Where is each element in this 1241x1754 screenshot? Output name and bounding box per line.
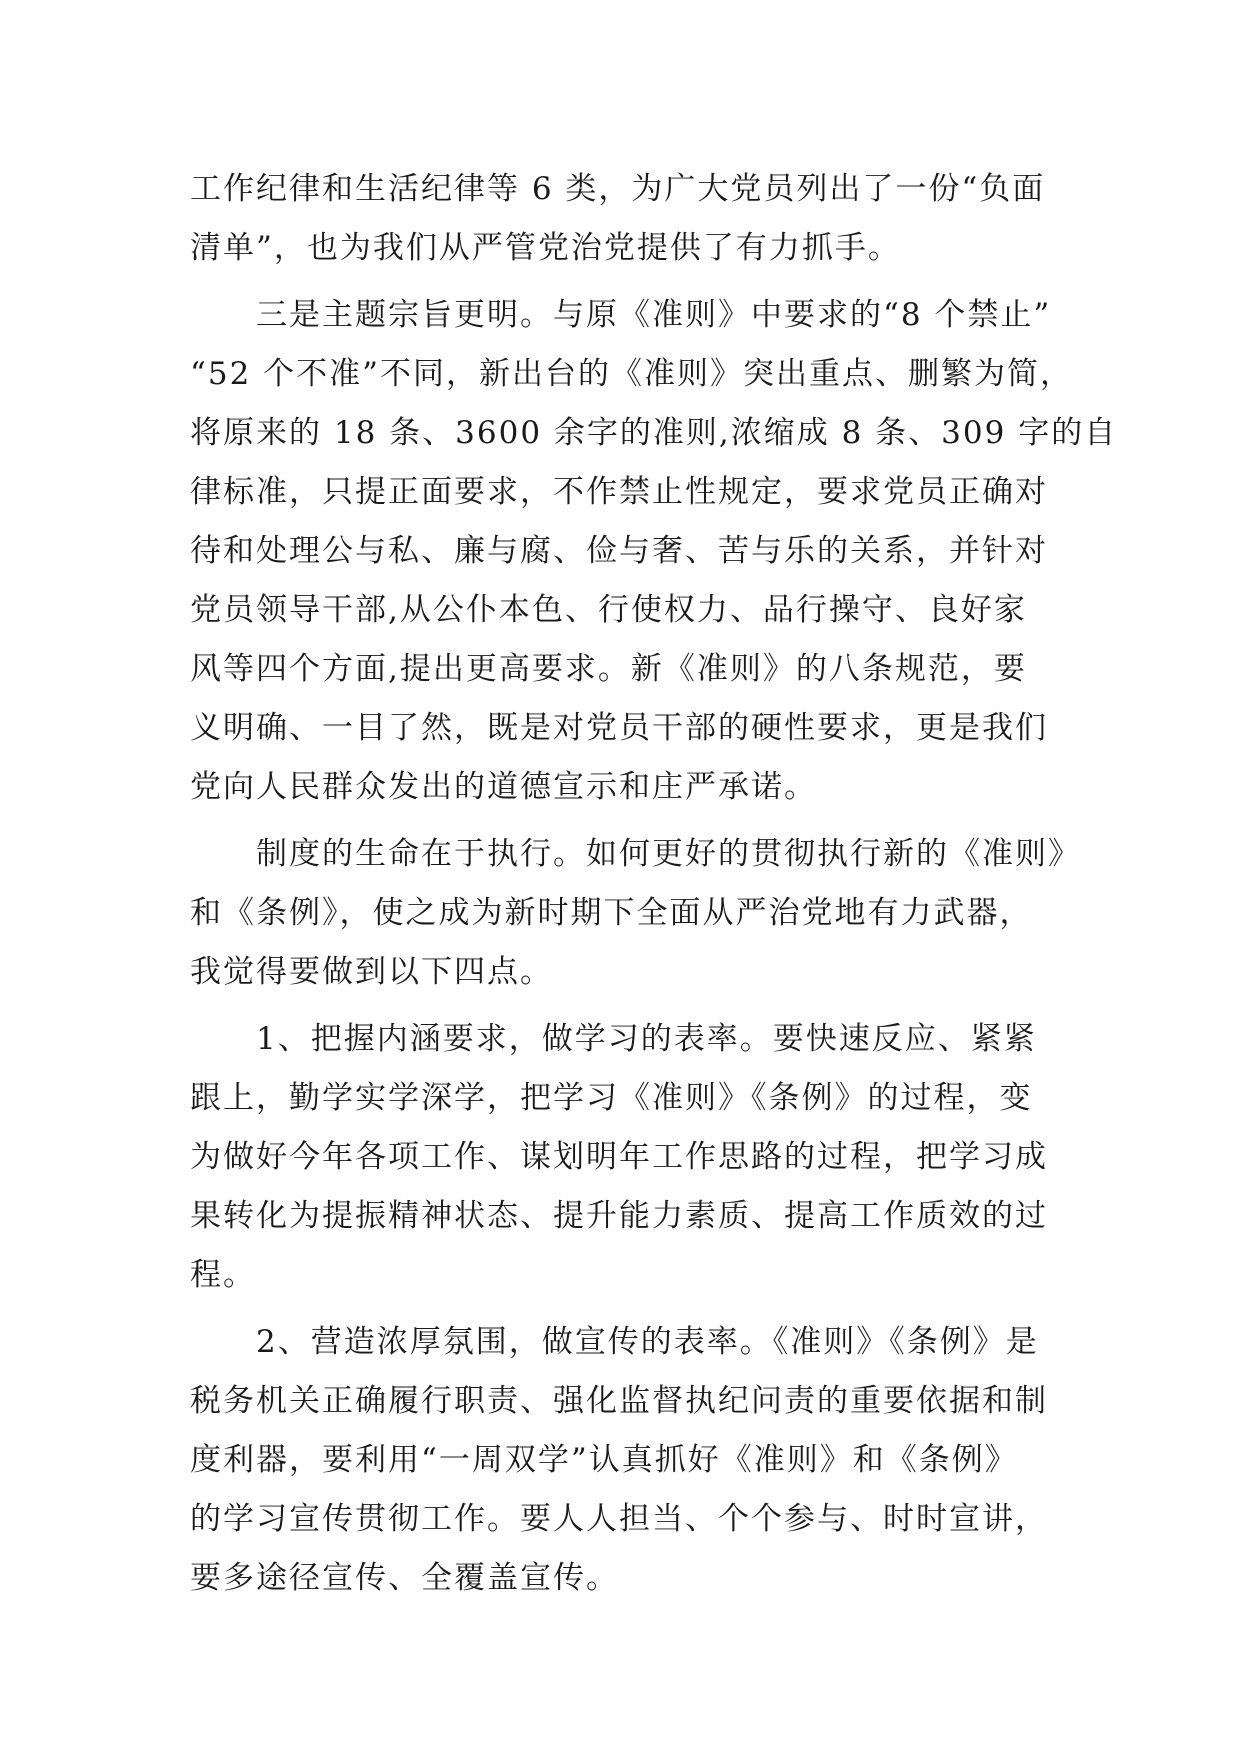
text-line: “52 个不准”不同，新出台的《准则》突出重点、删繁为简，	[190, 356, 1073, 392]
text-line: 我觉得要做到以下四点。	[190, 954, 553, 990]
text-line: 2、营造浓厚氛围，做宣传的表率。《准则》《条例》是	[190, 1324, 1039, 1360]
text-line: 程。	[190, 1257, 256, 1293]
text-line: 度利器，要利用“一周双学”认真抓好《准则》和《条例》	[190, 1442, 1018, 1478]
text-line: 义明确、一目了然，既是对党员干部的硬性要求，更是我们	[190, 710, 1048, 746]
text-line: 三是主题宗旨更明。与原《准则》中要求的“8 个禁止”	[190, 297, 1052, 333]
text-line: 风等四个方面,提出更高要求。新《准则》的八条规范，要	[190, 651, 1027, 687]
text-line: 的学习宣传贯彻工作。要人人担当、个个参与、时时宣讲，	[190, 1501, 1048, 1537]
text-line: 和《条例》，使之成为新时期下全面从严治党地有力武器，	[190, 895, 1033, 931]
text-line: 将原来的 18 条、3600 余字的准则,浓缩成 8 条、309 字的自	[190, 415, 1118, 451]
text-line: 1、把握内涵要求，做学习的表率。要快速反应、紧紧	[190, 1021, 1037, 1057]
text-line: 工作纪律和生活纪律等 6 类，为广大党员列出了一份“负面	[190, 171, 1046, 207]
text-line: 跟上，勤学实学深学，把学习《准则》《条例》的过程，变	[190, 1080, 1033, 1116]
text-line: 律标准，只提正面要求，不作禁止性规定，要求党员正确对	[190, 474, 1048, 510]
text-line: 待和处理公与私、廉与腐、俭与奢、苦与乐的关系，并针对	[190, 533, 1048, 569]
text-line: 制度的生命在于执行。如何更好的贯彻执行新的《准则》	[190, 836, 1081, 872]
text-line: 党向人民群众发出的道德宣示和庄严承诺。	[190, 769, 817, 805]
text-line: 要多途径宣传、全覆盖宣传。	[190, 1560, 619, 1596]
text-line: 税务机关正确履行职责、强化监督执纪问责的重要依据和制	[190, 1383, 1048, 1419]
text-line: 清单”，也为我们从严管党治党提供了有力抓手。	[190, 230, 901, 266]
text-line: 果转化为提振精神状态、提升能力素质、提高工作质效的过	[190, 1198, 1048, 1234]
text-line: 党员领导干部,从公仆本色、行使权力、品行操守、良好家	[190, 592, 1027, 628]
text-line: 为做好今年各项工作、谋划明年工作思路的过程，把学习成	[190, 1139, 1048, 1175]
document-body	[190, 160, 1118, 1608]
